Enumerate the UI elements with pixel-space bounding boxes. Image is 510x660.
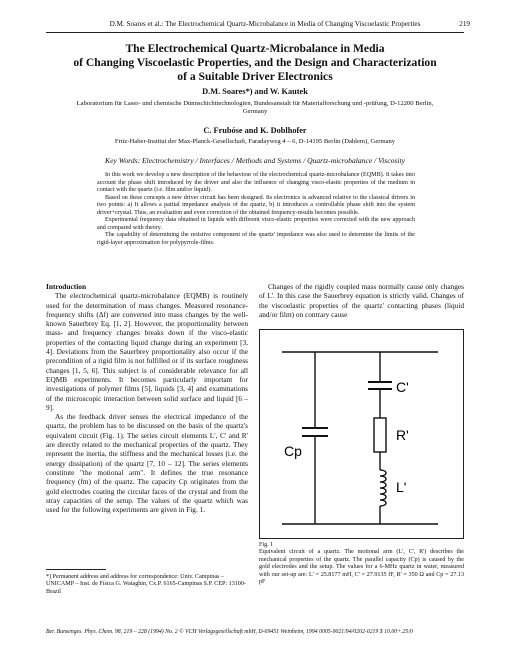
inductor-coil bbox=[380, 470, 386, 506]
figure-caption-text: Equivalent circuit of a quartz. The motional arm (L', C', R') describes the mechanical properties of the quartz. The parallel capacity (Cp) is caused by the gold electrodes and the setup. The values for a 6-MHz quartz in water, measured with our set-up are: L' = 25.8177 mH, C' = 27.9135 fF, R' = 350 Ω and Cp = 27.13 pF bbox=[259, 549, 464, 586]
journal-footer: Ber. Bunsenges. Phys. Chem. 98, 219 – 228 (1994) No. 2 © VCH Verlagsgesellschaft mbH, D-69451 Weinheim, 1994 0005-9021/94/0202-0219 $ 10.00+.25/0 bbox=[46, 629, 413, 635]
affiliation-line: Laboratorium für Laser- und chemische Dünnschichttechnologien, Bundesanstalt für Materialforschung und -prüfung, D-12200 Berlin, bbox=[76, 100, 434, 107]
paper-title bbox=[46, 42, 464, 83]
equivalent-circuit-diagram bbox=[260, 330, 463, 538]
running-head-text: D.M. Soares et al.: The Electrochemical Quartz-Microbalance in Media of Changing Viscoelastic Properties bbox=[109, 20, 421, 28]
r-motional-label: R' bbox=[396, 427, 409, 443]
section-heading: Introduction bbox=[46, 282, 87, 291]
title-line: The Electrochemical Quartz-Microbalance in Media bbox=[125, 42, 385, 55]
abstract bbox=[97, 172, 415, 247]
abstract-paragraph: Experimental frequency data obtained in liquids with different visco-elastic properties were corrected with the new approach and compared with theory. bbox=[97, 217, 415, 231]
abstract-paragraph: Based on these concepts a new driver circuit has been designed. Its electronics is advanced relative to the classical drivers in two points: a) It allows a partial impedance analysis of the quartz, b) it introduces a controllable phase shift into the system driver+crystal. Thus, an evaluation and even correction of the obtained frequency-results becomes possible. bbox=[97, 194, 415, 216]
header-rule bbox=[46, 32, 464, 33]
left-column bbox=[46, 282, 248, 514]
authors-secondary: C. Frubóse and K. Doblhofer bbox=[203, 126, 307, 135]
c-motional-label: C' bbox=[396, 379, 409, 395]
body-paragraph: The electrochemical quartz-microbalance (EQMB) is routinely used for the determination of mass changes. Measured resonance-frequency shifts (Δf) are converted into mass changes by the well-known Sauerbrey Eq. [1, 2]. However, the proportionality between mass- and frequency changes breaks down if the visco-elastic properties of the contacting liquid change during an experiment [3, 4]. Deviations from the Sauerbrey proportionality also occur if the precondition of a rigid film is not fulfilled or if its surface roughness changes [1, 5, 6]. This subject is of considerable relevance for all EQMB experiments. It becomes particularly important for investigations of polymer films [5], liquids [3, 4] and examinations of the microscopic interaction between solid surface and liquid [6 – 9]. bbox=[46, 291, 248, 412]
keywords: Key Words: Electrochemistry / Interfaces / Methods and Systems / Quartz-microbalance / Viscosity bbox=[105, 156, 405, 165]
abstract-paragraph: The capability of determining the resistive component of the quartz' impedance was also used to determine the limits of the rigid-layer approximation for polypyrrole-films. bbox=[97, 232, 415, 246]
authors-primary: D.M. Soares*) and W. Kautek bbox=[202, 87, 308, 96]
body-paragraph: As the feedback driver senses the electrical impedance of the quartz, the problem has to be discussed on the basis of the quartz's equivalent circuit (Fig. 1). The series circuit elements L', C' and R' are directly related to the mechanical properties of the quartz. They represent the inertia, the stiffness and the mechanical losses (i.e. the energy dissipation) of the quartz [7, 10 – 12]. The series elements constitute "the motional arm". It defines the true resonance frequency (fm) of the quartz. The capacity Cp originates from the gold electrodes coating the circular faces of the crystal and from the stray capacities of the setup. The values of the quartz which was used for the following experiments are given in Fig. 1. bbox=[46, 412, 248, 515]
page-number: 219 bbox=[459, 20, 470, 28]
figure-1-frame bbox=[259, 329, 464, 539]
cp-label: Cp bbox=[284, 443, 302, 459]
figure-label: Fig. 1 bbox=[259, 542, 274, 548]
l-motional-label: L' bbox=[396, 479, 407, 495]
title-line: of Changing Viscoelastic Properties, and the Design and Characterization bbox=[73, 55, 437, 69]
running-head bbox=[60, 20, 470, 28]
figure-1-caption bbox=[259, 542, 464, 586]
right-column bbox=[259, 282, 464, 319]
abstract-paragraph: In this work we develop a new description of the behaviour of the electrochemical quartz-microbalance (EQMB). It takes into account the phase shift introduced by the driver and also the influence of changing visco-elastic properties of the medium in contact with the quartz (i.e. film and/or liquid). bbox=[97, 172, 415, 194]
footnote: *) Permanent address and address for correspondence: Univ. Campinas – UNICAMP – Inst. de Física G. Wataghin, Cx.P. 6165-Campinas S.P. CEP: 13100-Brazil bbox=[46, 574, 246, 595]
affiliation-line: Germany bbox=[242, 108, 268, 116]
resistor-body bbox=[374, 418, 386, 452]
footnote-rule bbox=[46, 569, 106, 570]
affiliation-secondary: Fritz-Haber-Institut der Max-Planck-Gesellschaft, Faradayweg 4 – 6, D-14195 Berlin (Dahlem), Germany bbox=[114, 138, 396, 145]
body-paragraph: Changes of the rigidly coupled mass normally cause only changes of L'. In this case the Sauerbrey equation is strictly valid. Changes of the viscoelastic properties of the quartz' contacting phases (liquid and/or film) on contrary cause bbox=[259, 282, 464, 319]
affiliation-primary bbox=[46, 100, 464, 117]
title-line: of a Suitable Driver Electronics bbox=[177, 69, 333, 83]
